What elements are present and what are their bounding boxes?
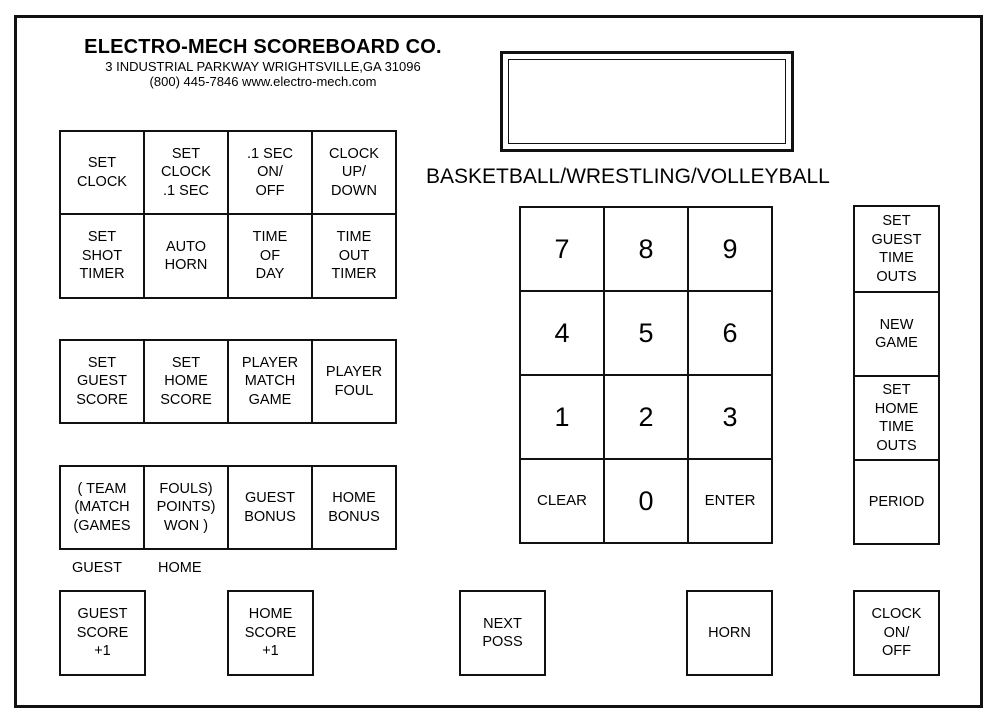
time-of-day-button[interactable]: TIME OF DAY	[227, 213, 313, 299]
keypad-2[interactable]: 2	[603, 374, 689, 460]
set-guest-time-outs-button[interactable]: SET GUEST TIME OUTS	[853, 205, 940, 293]
clock-up-down-button[interactable]: CLOCK UP/ DOWN	[311, 130, 397, 215]
home-label: HOME	[158, 560, 202, 576]
time-out-timer-button[interactable]: TIME OUT TIMER	[311, 213, 397, 299]
next-possession-button[interactable]: NEXT POSS	[459, 590, 546, 676]
player-match-game-button[interactable]: PLAYER MATCH GAME	[227, 339, 313, 424]
guest-bonus-button[interactable]: GUEST BONUS	[227, 465, 313, 550]
keypad-0[interactable]: 0	[603, 458, 689, 544]
set-guest-score-button[interactable]: SET GUEST SCORE	[59, 339, 145, 424]
keypad-1[interactable]: 1	[519, 374, 605, 460]
player-foul-button[interactable]: PLAYER FOUL	[311, 339, 397, 424]
horn-button[interactable]: HORN	[686, 590, 773, 676]
keypad-8[interactable]: 8	[603, 206, 689, 292]
home-bonus-button[interactable]: HOME BONUS	[311, 465, 397, 550]
set-home-score-button[interactable]: SET HOME SCORE	[143, 339, 229, 424]
address-line: 3 INDUSTRIAL PARKWAY WRIGHTSVILLE,GA 31096	[105, 59, 421, 74]
keypad-4[interactable]: 4	[519, 290, 605, 376]
home-score-plus-one-button[interactable]: HOME SCORE +1	[227, 590, 314, 676]
keypad-5[interactable]: 5	[603, 290, 689, 376]
fouls-points-won-button[interactable]: FOULS) POINTS) WON )	[143, 465, 229, 550]
auto-horn-button[interactable]: AUTO HORN	[143, 213, 229, 299]
keypad-6[interactable]: 6	[687, 290, 773, 376]
lcd-display	[500, 51, 794, 152]
guest-label: GUEST	[72, 560, 122, 576]
team-match-games-button[interactable]: ( TEAM (MATCH (GAMES	[59, 465, 145, 550]
keypad-3[interactable]: 3	[687, 374, 773, 460]
guest-score-plus-one-button[interactable]: GUEST SCORE +1	[59, 590, 146, 676]
company-address	[58, 59, 468, 89]
company-name: ELECTRO-MECH SCOREBOARD CO.	[84, 36, 442, 58]
tenth-second-on-off-button[interactable]: .1 SEC ON/ OFF	[227, 130, 313, 215]
contact-line: (800) 445-7846 www.electro-mech.com	[149, 74, 377, 89]
new-game-button[interactable]: NEW GAME	[853, 291, 940, 377]
sport-title: BASKETBALL/WRESTLING/VOLLEYBALL	[426, 165, 830, 188]
lcd-display-window	[508, 59, 786, 144]
keypad-7[interactable]: 7	[519, 206, 605, 292]
set-clock-tenth-button[interactable]: SET CLOCK .1 SEC	[143, 130, 229, 215]
period-button[interactable]: PERIOD	[853, 459, 940, 545]
keypad-enter-button[interactable]: ENTER	[687, 458, 773, 544]
set-shot-timer-button[interactable]: SET SHOT TIMER	[59, 213, 145, 299]
keypad-clear-button[interactable]: CLEAR	[519, 458, 605, 544]
keypad-9[interactable]: 9	[687, 206, 773, 292]
set-clock-button[interactable]: SET CLOCK	[59, 130, 145, 215]
clock-on-off-button[interactable]: CLOCK ON/ OFF	[853, 590, 940, 676]
set-home-time-outs-button[interactable]: SET HOME TIME OUTS	[853, 375, 940, 461]
